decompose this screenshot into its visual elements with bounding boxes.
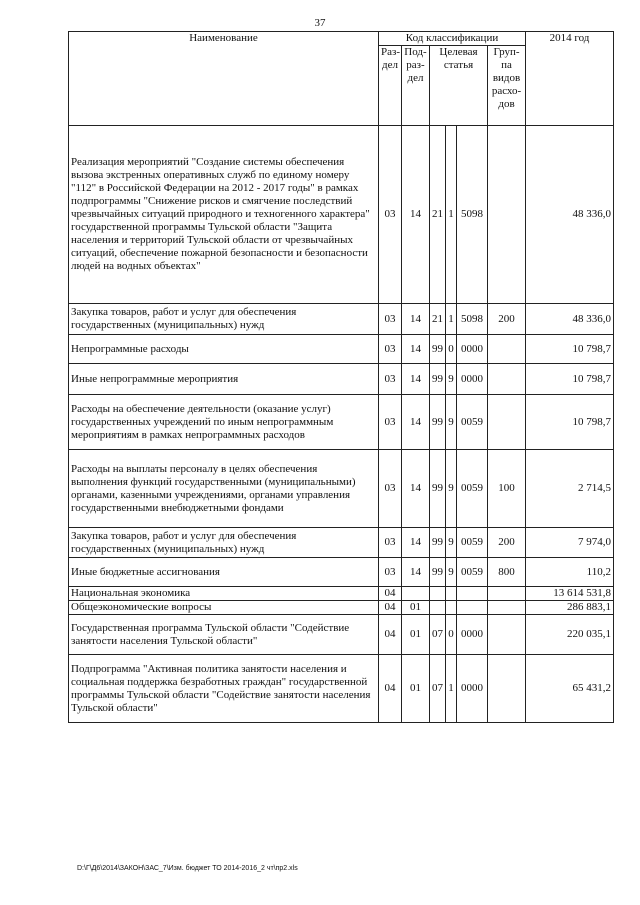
cell-name: Закупка товаров, работ и услуг для обеспечения государственных (муниципальных) нужд bbox=[69, 528, 379, 558]
cell-target-direction: 0059 bbox=[457, 558, 488, 587]
table-row bbox=[69, 126, 614, 304]
cell-target-direction: 0059 bbox=[457, 528, 488, 558]
cell-amount: 48 336,0 bbox=[526, 304, 614, 335]
header-year: 2014 год bbox=[526, 32, 614, 126]
table-row bbox=[69, 587, 614, 601]
cell-target-direction: 5098 bbox=[457, 304, 488, 335]
cell-target-subprogram: 9 bbox=[446, 364, 457, 395]
cell-razdel: 04 bbox=[379, 601, 402, 615]
cell-target-subprogram: 9 bbox=[446, 558, 457, 587]
cell-podrazdel: 14 bbox=[402, 126, 430, 304]
cell-target-direction: 0000 bbox=[457, 615, 488, 655]
cell-expense-group bbox=[488, 395, 526, 450]
cell-target-subprogram: 9 bbox=[446, 528, 457, 558]
cell-name: Закупка товаров, работ и услуг для обеспечения государственных (муниципальных) нужд bbox=[69, 304, 379, 335]
table-body bbox=[69, 126, 614, 723]
cell-razdel: 03 bbox=[379, 335, 402, 364]
cell-target-program: 07 bbox=[430, 655, 446, 723]
cell-expense-group bbox=[488, 364, 526, 395]
cell-podrazdel: 01 bbox=[402, 615, 430, 655]
cell-podrazdel: 14 bbox=[402, 335, 430, 364]
file-path-footer: D:\Г\Д6\2014\ЗАКОН\ЗАС_7\Изм. бюджет ТО 2014-2016_2 чт\пр2.xls bbox=[77, 865, 298, 872]
cell-razdel: 03 bbox=[379, 126, 402, 304]
cell-amount: 110,2 bbox=[526, 558, 614, 587]
cell-target-subprogram: 1 bbox=[446, 126, 457, 304]
cell-razdel: 03 bbox=[379, 528, 402, 558]
cell-target-direction: 5098 bbox=[457, 126, 488, 304]
cell-target-subprogram bbox=[446, 601, 457, 615]
cell-razdel: 04 bbox=[379, 655, 402, 723]
cell-target-direction bbox=[457, 601, 488, 615]
table-row bbox=[69, 655, 614, 723]
cell-podrazdel: 01 bbox=[402, 655, 430, 723]
cell-amount: 13 614 531,8 bbox=[526, 587, 614, 601]
cell-target-program bbox=[430, 601, 446, 615]
cell-razdel: 03 bbox=[379, 364, 402, 395]
cell-amount: 7 974,0 bbox=[526, 528, 614, 558]
cell-target-subprogram bbox=[446, 587, 457, 601]
table-row bbox=[69, 364, 614, 395]
cell-name: Общеэкономические вопросы bbox=[69, 601, 379, 615]
cell-amount: 2 714,5 bbox=[526, 450, 614, 528]
cell-podrazdel: 14 bbox=[402, 528, 430, 558]
header-tselevaya: Целевая статья bbox=[430, 46, 488, 126]
cell-expense-group bbox=[488, 655, 526, 723]
cell-target-program: 99 bbox=[430, 558, 446, 587]
header-gruppa: Груп- па видов расхо- дов bbox=[488, 46, 526, 126]
cell-amount: 220 035,1 bbox=[526, 615, 614, 655]
cell-target-direction: 0000 bbox=[457, 364, 488, 395]
cell-target-direction: 0059 bbox=[457, 450, 488, 528]
cell-amount: 10 798,7 bbox=[526, 395, 614, 450]
cell-target-direction bbox=[457, 587, 488, 601]
cell-razdel: 03 bbox=[379, 558, 402, 587]
cell-name: Иные непрограммные мероприятия bbox=[69, 364, 379, 395]
cell-razdel: 03 bbox=[379, 304, 402, 335]
cell-expense-group bbox=[488, 601, 526, 615]
cell-name: Подпрограмма "Активная политика занятости населения и социальная поддержка безработных граждан" государственной программы Тульской области "Содействие занятости населения Тульской области" bbox=[69, 655, 379, 723]
cell-target-subprogram: 1 bbox=[446, 304, 457, 335]
cell-podrazdel: 14 bbox=[402, 450, 430, 528]
cell-target-program: 99 bbox=[430, 364, 446, 395]
cell-podrazdel: 14 bbox=[402, 364, 430, 395]
cell-name: Государственная программа Тульской области "Содействие занятости населения Тульской области" bbox=[69, 615, 379, 655]
table-row bbox=[69, 304, 614, 335]
cell-podrazdel: 14 bbox=[402, 304, 430, 335]
page-number: 37 bbox=[314, 17, 326, 29]
header-name: Наименование bbox=[69, 32, 379, 126]
cell-amount: 286 883,1 bbox=[526, 601, 614, 615]
cell-razdel: 04 bbox=[379, 615, 402, 655]
cell-razdel: 03 bbox=[379, 450, 402, 528]
cell-podrazdel: 01 bbox=[402, 601, 430, 615]
cell-name: Расходы на обеспечение деятельности (оказание услуг) государственных учреждений по иным непрограммным мероприятиям в рамках непрограммных расходов bbox=[69, 395, 379, 450]
cell-expense-group: 200 bbox=[488, 528, 526, 558]
table-row bbox=[69, 395, 614, 450]
cell-expense-group bbox=[488, 615, 526, 655]
cell-amount: 48 336,0 bbox=[526, 126, 614, 304]
cell-target-direction: 0000 bbox=[457, 335, 488, 364]
cell-razdel: 03 bbox=[379, 395, 402, 450]
cell-target-program: 99 bbox=[430, 395, 446, 450]
cell-target-program: 99 bbox=[430, 450, 446, 528]
cell-amount: 65 431,2 bbox=[526, 655, 614, 723]
cell-name: Непрограммные расходы bbox=[69, 335, 379, 364]
table-row bbox=[69, 601, 614, 615]
cell-target-direction: 0000 bbox=[457, 655, 488, 723]
cell-expense-group: 100 bbox=[488, 450, 526, 528]
table-row bbox=[69, 615, 614, 655]
cell-target-program bbox=[430, 587, 446, 601]
header-razdel: Раз- дел bbox=[379, 46, 402, 126]
cell-target-program: 21 bbox=[430, 126, 446, 304]
cell-podrazdel: 14 bbox=[402, 395, 430, 450]
cell-name: Реализация мероприятий "Создание системы обеспечения вызова экстренных оперативных служб по единому номеру "112" в Российской Федерации на 2012 - 2017 годы" в рамках подпрограммы "Снижение рисков и смягчение последствий чрезвычайных ситуаций природного и техногенного характера" государственной программы Тульской области "Защита населения и территорий Тульской области от чрезвычайных ситуаций, обеспечение пожарной безопасности и безопасности людей на водных объектах" bbox=[69, 126, 379, 304]
cell-target-program: 99 bbox=[430, 528, 446, 558]
cell-target-subprogram: 0 bbox=[446, 335, 457, 364]
cell-target-subprogram: 9 bbox=[446, 395, 457, 450]
cell-razdel: 04 bbox=[379, 587, 402, 601]
cell-expense-group: 800 bbox=[488, 558, 526, 587]
cell-amount: 10 798,7 bbox=[526, 335, 614, 364]
cell-target-program: 21 bbox=[430, 304, 446, 335]
cell-name: Национальная экономика bbox=[69, 587, 379, 601]
budget-table bbox=[68, 31, 614, 723]
table-row bbox=[69, 450, 614, 528]
table-row bbox=[69, 528, 614, 558]
cell-name: Расходы на выплаты персоналу в целях обеспечения выполнения функций государственными (муниципальными) органами, казенными учреждениями, органами управления государственными внебюджетными фондами bbox=[69, 450, 379, 528]
header-podrazdel: Под- раз- дел bbox=[402, 46, 430, 126]
cell-target-subprogram: 0 bbox=[446, 615, 457, 655]
cell-target-subprogram: 9 bbox=[446, 450, 457, 528]
cell-target-subprogram: 1 bbox=[446, 655, 457, 723]
cell-expense-group bbox=[488, 587, 526, 601]
header-code-group: Код классификации bbox=[379, 32, 526, 46]
table-row bbox=[69, 335, 614, 364]
cell-podrazdel bbox=[402, 587, 430, 601]
cell-name: Иные бюджетные ассигнования bbox=[69, 558, 379, 587]
cell-target-program: 07 bbox=[430, 615, 446, 655]
table-row bbox=[69, 558, 614, 587]
cell-amount: 10 798,7 bbox=[526, 364, 614, 395]
cell-target-direction: 0059 bbox=[457, 395, 488, 450]
cell-expense-group: 200 bbox=[488, 304, 526, 335]
cell-expense-group bbox=[488, 335, 526, 364]
cell-expense-group bbox=[488, 126, 526, 304]
cell-podrazdel: 14 bbox=[402, 558, 430, 587]
cell-target-program: 99 bbox=[430, 335, 446, 364]
